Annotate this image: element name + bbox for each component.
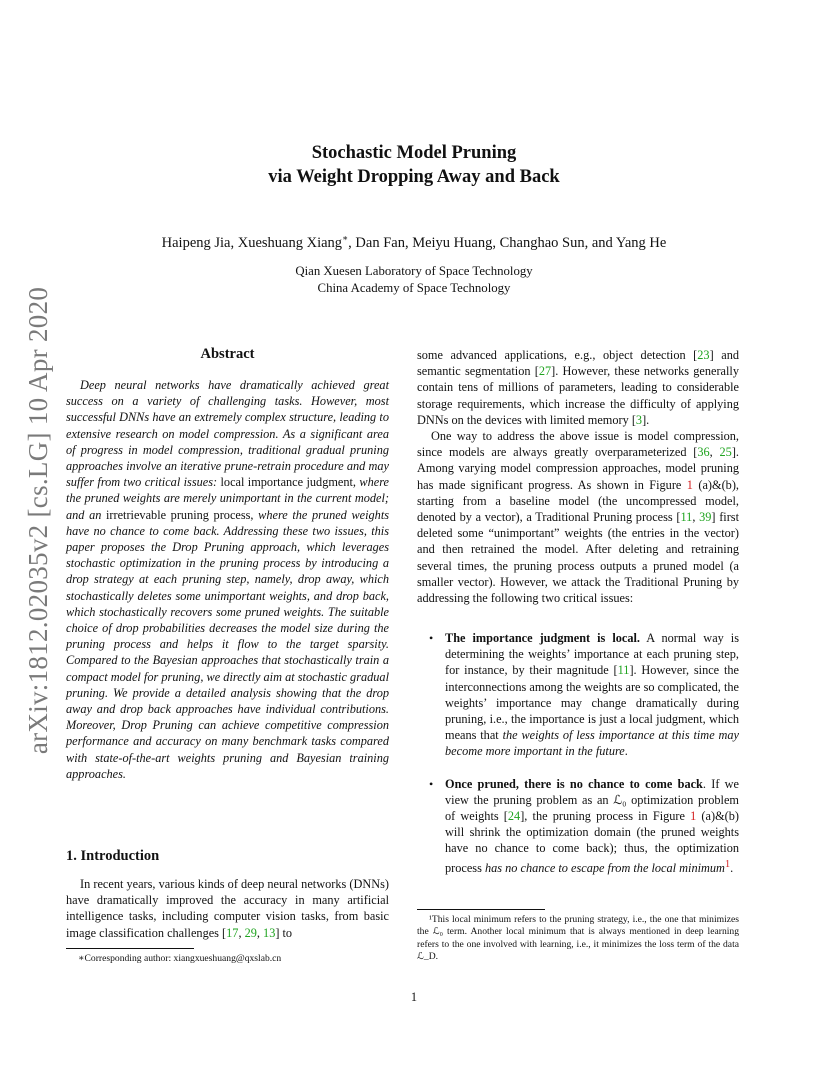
body-text: (a)&(b) will shrink the optimization domain (the pruned weights have no chance to come back); thus, the optimization process xyxy=(445,809,739,875)
body-text: . If we view the pruning problem as an ℒ₀ optimization problem of weights [ xyxy=(445,776,739,824)
bullet-heading: The importance judgment is local. xyxy=(445,631,640,645)
citation-link[interactable]: 27 xyxy=(538,364,552,379)
body-text: ] first deleted some “unimportant” weights (the entries in the vector) and then retrained the model. After deleting and retraining several times, the pruning process outputs a pruned model (a smaller vector). However, we attack the Traditional Pruning by addressing the following two critical issues: xyxy=(417,510,740,606)
affiliation-line-2: China Academy of Space Technology xyxy=(317,281,511,295)
footnote-rule xyxy=(66,948,194,949)
citation-link[interactable]: 29 xyxy=(244,925,257,940)
body-text: ]. However, these networks generally contain tens of millions of parameters, leading to considerable storage requirements, which increase the difficulty of applying DNNs on the devices with limited memory [ xyxy=(417,364,739,427)
abstract-upright: irretrievable pruning process, xyxy=(105,507,254,522)
abstract-upright: local importance judgment, xyxy=(220,475,357,490)
citation-link[interactable]: 3 xyxy=(635,412,643,427)
title-line-2: via Weight Dropping Away and Back xyxy=(268,167,560,187)
bullet-heading: Once pruned, there is no chance to come back xyxy=(445,776,703,791)
abstract-body xyxy=(66,377,389,782)
body-text: ] and semantic segmentation [ xyxy=(417,348,739,379)
corresponding-mark: ∗ xyxy=(342,233,349,243)
footnote-marker-link[interactable]: 1 xyxy=(724,858,731,870)
body-text: , xyxy=(709,445,720,460)
body-text: some advanced applications, e.g., object detection [ xyxy=(417,348,698,362)
citation-link[interactable]: 11 xyxy=(617,663,630,678)
body-text: , xyxy=(692,510,700,525)
list-item-no-come-back xyxy=(417,776,739,876)
body-text: (a)&(b), starting from a baseline model (the uncompressed model, denoted by a vector), a Traditional Pruning process [ xyxy=(417,477,739,525)
body-text: In recent years, various kinds of deep neural networks (DNNs) have dramatically improved the accuracy in many artificial intelligence tasks, including computer vision tasks, from basic image classification challenges [ xyxy=(66,877,389,940)
citation-link[interactable]: 36 xyxy=(697,445,710,460)
abstract-text: where the pruned weights are merely unimportant in the current model; and an xyxy=(66,475,389,522)
right-paragraph-2 xyxy=(417,428,739,606)
body-text: , xyxy=(238,925,245,940)
body-text: A normal way is determining the weights’ importance at each pruning step, for instance, by their magnitude [ xyxy=(445,631,739,678)
abstract-text: where the pruned weights have no chance to come back. Addressing these two issues, this paper proposes the Drop Pruning approach, which leverages stochastic optimization in the pruning process by introducing a drop strategy at each pruning step, namely, drop away, which stochastically deletes some unimportant weights, and drop back, which stochastically recovers some pruned weights. The suitable choice of drop probabilities decreases the model size during the pruning process and helps it flow to the target sparsity. Compared to the Bayesian approaches that stochastically train a compact model for pruning, we directly aim at stochastic gradual pruning. We provide a detailed analysis showing that the drop away and drop back approaches have individual contributions. Moreover, Drop Pruning can achieve competitive compression performance and accuracy on many benchmark tasks compared with state-of-the-art weights pruning and Bayesian training approaches. xyxy=(66,507,390,781)
body-text: ]. Among varying model compression approaches, model pruning has made significant progress. As shown in Figure xyxy=(417,445,739,492)
body-text: ], the pruning process in Figure xyxy=(520,809,691,824)
intro-paragraph xyxy=(66,876,389,941)
citation-link[interactable]: 25 xyxy=(719,445,732,460)
emphasis-text: the weights of less importance at this time may become more important in the future xyxy=(445,728,739,759)
authors-first: Haipeng Jia, Xueshuang Xiang xyxy=(161,234,343,251)
footnote-corresponding: ∗Corresponding author: xiangxueshuang@qxslab.cn xyxy=(78,953,282,964)
bullet-icon: • xyxy=(429,631,434,645)
citation-link[interactable]: 23 xyxy=(697,348,710,362)
body-text: . xyxy=(624,744,628,759)
citation-link[interactable]: 24 xyxy=(507,809,521,824)
figure-reference-link[interactable]: 1 xyxy=(686,477,693,492)
bullet-icon: • xyxy=(429,776,434,791)
title-line-1: Stochastic Model Pruning xyxy=(311,143,517,163)
issues-list xyxy=(417,630,739,876)
page-number: 1 xyxy=(410,990,418,1004)
footnote-rule xyxy=(417,909,545,910)
right-paragraph-1 xyxy=(417,347,739,428)
affiliation-line-1: Qian Xuesen Laboratory of Space Technology xyxy=(295,264,533,278)
body-text: One way to address the above issue is model compression, since models are always greatly overparameterized [ xyxy=(417,429,739,460)
footnote-local-minimum: ¹This local minimum refers to the pruning strategy, i.e., the one that minimizes the ℒ₀ term. Another local minimum that is always mentioned in deep learning refers to the one involved with learning, i.e., it minimizes the loss term of the data ℒ_D. xyxy=(417,914,739,963)
list-item-local-judgment xyxy=(417,630,739,760)
authors-rest: , Dan Fan, Meiyu Huang, Changhao Sun, and Yang He xyxy=(348,234,667,251)
figure-reference-link[interactable]: 1 xyxy=(690,809,697,824)
citation-link[interactable]: 11 xyxy=(680,510,693,525)
citation-link[interactable]: 17 xyxy=(226,925,239,940)
citation-link[interactable]: 13 xyxy=(263,925,276,940)
arxiv-stamp-text: arXiv:1812.02035v2 [cs.LG] 10 Apr 2020 xyxy=(23,286,54,754)
emphasis-text: has no chance to escape from the local minimum xyxy=(484,860,725,875)
paper-title xyxy=(0,141,828,189)
body-text: , xyxy=(256,925,264,940)
arxiv-stamp xyxy=(22,285,56,755)
body-text: ] to xyxy=(275,925,293,940)
author-list xyxy=(0,233,828,252)
abstract-heading: Abstract xyxy=(200,346,255,362)
affiliation xyxy=(0,263,828,297)
abstract-text: Deep neural networks have dramatically achieved great success on a variety of challenging tasks. However, most successful DNNs have an extremely complex structure, leading to extensive research on model compression. As a significant area of progress in model compression, traditional gradual pruning approaches involve an iterative prune-retrain procedure and may suffer from two critical issues: xyxy=(66,378,389,490)
section-heading-introduction: 1. Introduction xyxy=(66,848,160,864)
citation-link[interactable]: 39 xyxy=(699,510,712,525)
body-text: ]. However, since the interconnections among the weights are so complicated, the weights’ importance may change dramatically during pruning, i.e., the importance is just a local judgment, which means that xyxy=(445,663,739,743)
body-text: ]. xyxy=(642,412,650,427)
body-text: . xyxy=(730,860,734,875)
